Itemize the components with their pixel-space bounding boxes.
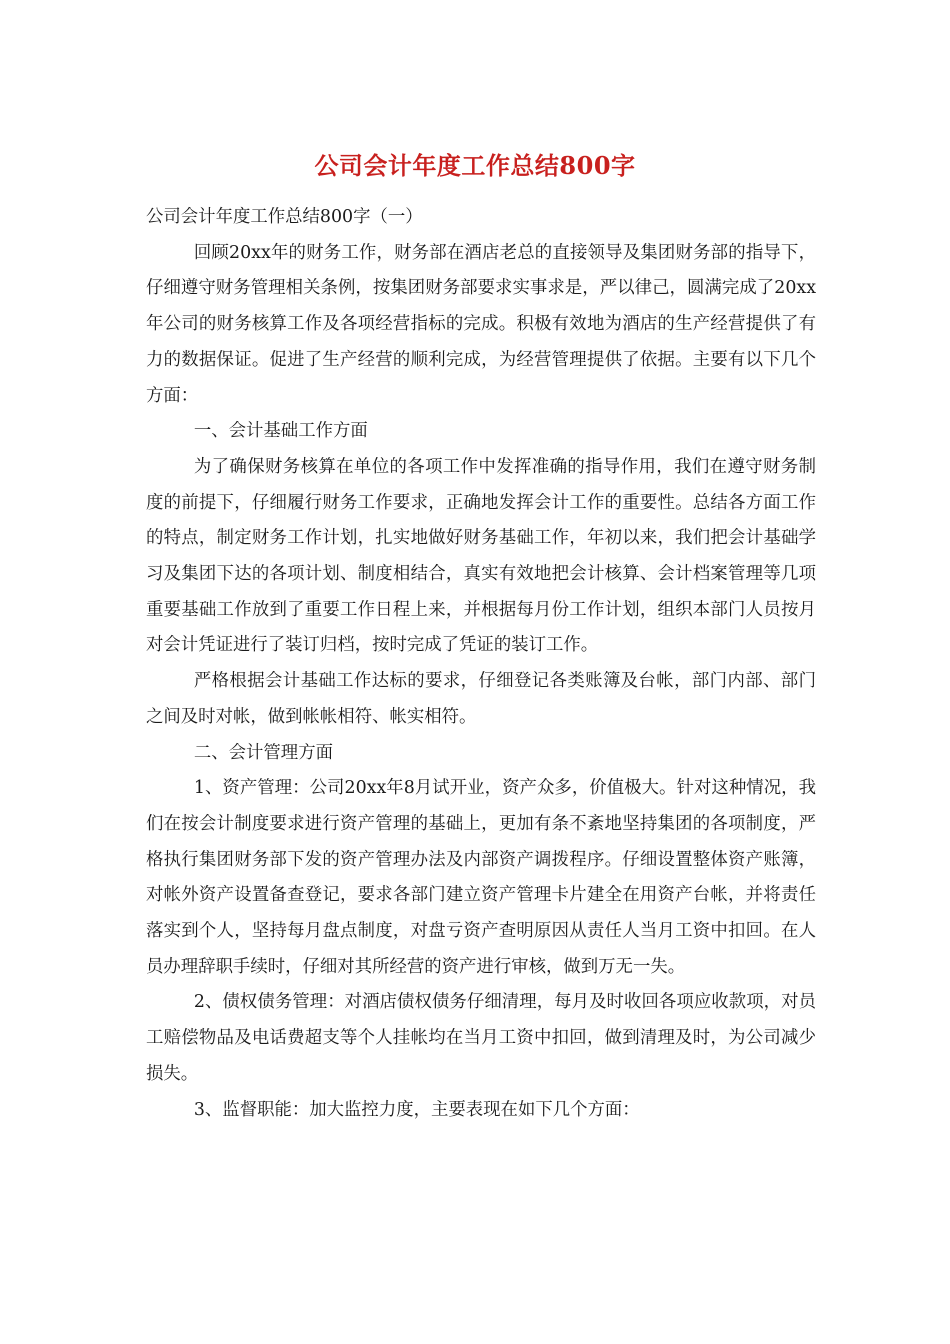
- section-heading-1: 一、会计基础工作方面: [193, 421, 368, 442]
- paragraph-debt-management: 2、债权债务管理：对酒店债权债务仔细清理，每月及时收回各项应收款项，对员工赔偿物品及电话费超支等个人挂帐均在当月工资中扣回，做到清理及时，为公司减少损失。: [146, 992, 816, 1084]
- paragraph-account-reconcile: 严格根据会计基础工作达标的要求，仔细登记各类账簿及台帐，部门内部、部门之间及时对帐，做到帐帐相符、帐实相符。: [146, 671, 816, 727]
- section-heading-2: 二、会计管理方面: [193, 742, 333, 763]
- paragraph-asset-management: 1、资产管理：公司20xx年8月试开业，资产众多，价值极大。针对这种情况，我们在按会计制度要求进行资产管理的基础上，更加有条不紊地坚持集团的各项制度，严格执行集团财务部下发的资产管理办法及内部资产调拨程序。仔细设置整体资产账簿，对帐外资产设置备查登记，要求各部门建立资产管理卡片建全在用资产台帐，并将责任落实到个人，坚持每月盘点制度，对盘亏资产查明原因从责任人当月工资中扣回。在人员办理辞职手续时，仔细对其所经营的资产进行审核，做到万无一失。: [146, 778, 816, 977]
- document-title: 公司会计年度工作总结800字: [314, 151, 636, 180]
- document-body: [146, 200, 816, 1128]
- document-subtitle: 公司会计年度工作总结800字（一）: [146, 207, 423, 227]
- paragraph-supervision: 3、监督职能：加大监控力度，主要表现在如下几个方面：: [193, 1099, 640, 1120]
- paragraph-basic-work: 为了确保财务核算在单位的各项工作中发挥准确的指导作用，我们在遵守财务制度的前提下，仔细履行财务工作要求，正确地发挥会计工作的重要性。总结各方面工作的特点，制定财务工作计划，扎实地做好财务基础工作，年初以来，我们把会计基础学习及集团下达的各项计划、制度相结合，真实有效地把会计核算、会计档案管理等几项重要基础工作放到了重要工作日程上来，并根据每月份工作计划，组织本部门人员按月对会计凭证进行了装订归档，按时完成了凭证的装订工作。: [146, 456, 816, 656]
- paragraph-intro: 回顾20xx年的财务工作，财务部在酒店老总的直接领导及集团财务部的指导下，仔细遵守财务管理相关条例，按集团财务部要求实事求是，严以律己，圆满完成了20xx年公司的财务核算工作及各项经营指标的完成。积极有效地为酒店的生产经营提供了有力的数据保证。促进了生产经营的顺利完成，为经营管理提供了依据。主要有以下几个方面：: [146, 242, 816, 406]
